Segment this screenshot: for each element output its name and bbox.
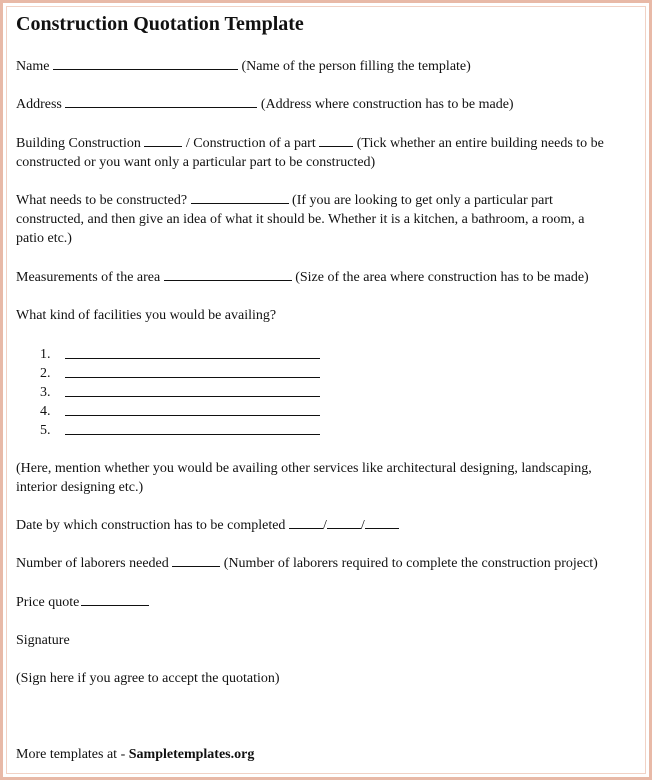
facility-blank[interactable] (65, 365, 320, 378)
page-title: Construction Quotation Template (16, 13, 304, 35)
measure-blank[interactable] (164, 268, 292, 281)
date-month-blank[interactable] (327, 516, 361, 529)
what-label: What needs to be constructed? (16, 193, 188, 208)
what-hint-line-2: constructed, and then give an idea of what it should be. Whether it is a kitchen, a bathroom, a room, a (16, 212, 585, 227)
facilities-hint-line-2: interior designing etc.) (16, 480, 144, 495)
footer-site-link[interactable]: Sampletemplates.org (128, 747, 255, 762)
facilities-hint-line-1: (Here, mention whether you would be availing other services like architectural designing, landscaping, (16, 461, 592, 476)
date-day-blank[interactable] (289, 516, 323, 529)
signature-hint: (Sign here if you agree to accept the quotation) (16, 671, 280, 686)
date-separator: / (360, 518, 365, 533)
footer (16, 745, 254, 764)
date-separator: / (322, 518, 327, 533)
building-sep: / Construction of a part (185, 136, 316, 151)
date-row (16, 516, 399, 535)
laborers-row (16, 554, 598, 573)
building-label: Building Construction (16, 136, 141, 151)
building-hint-line-2: constructed or you want only a particular part to be constructed) (16, 155, 376, 170)
facility-blank[interactable] (65, 422, 320, 435)
address-row (16, 95, 514, 114)
name-label: Name (16, 59, 50, 74)
laborers-label: Number of laborers needed (16, 556, 169, 571)
what-hint-line-3: patio etc.) (16, 231, 72, 246)
footer-prefix: More templates at - (16, 747, 126, 762)
facility-number: 4. (40, 404, 51, 419)
laborers-hint: (Number of laborers required to complete the construction project) (223, 556, 598, 571)
date-year-blank[interactable] (365, 516, 399, 529)
name-blank[interactable] (53, 57, 238, 70)
building-part-blank[interactable] (319, 134, 353, 147)
facility-number: 2. (40, 366, 51, 381)
building-row (16, 134, 604, 153)
price-label: Price quote (16, 595, 80, 610)
address-hint: (Address where construction has to be made) (260, 97, 514, 112)
signature-label: Signature (16, 633, 70, 648)
facility-number: 3. (40, 385, 51, 400)
what-hint-1: (If you are looking to get only a particular part (292, 193, 553, 208)
facility-number: 1. (40, 347, 51, 362)
name-hint: (Name of the person filling the template) (241, 59, 471, 74)
measure-row (16, 268, 589, 287)
price-blank[interactable] (81, 593, 149, 606)
laborers-blank[interactable] (172, 554, 220, 567)
measure-label: Measurements of the area (16, 270, 161, 285)
facility-blank[interactable] (65, 403, 320, 416)
facility-number: 5. (40, 423, 51, 438)
facilities-label: What kind of facilities you would be availing? (16, 308, 277, 323)
price-row (16, 593, 149, 612)
measure-hint: (Size of the area where construction has to be made) (295, 270, 589, 285)
address-label: Address (16, 97, 62, 112)
date-label: Date by which construction has to be completed (16, 518, 286, 533)
facility-blank[interactable] (65, 346, 320, 359)
building-entire-blank[interactable] (144, 134, 182, 147)
building-hint-1: (Tick whether an entire building needs to be (356, 136, 604, 151)
what-row (16, 191, 553, 210)
name-row (16, 57, 471, 76)
what-blank[interactable] (191, 191, 289, 204)
facility-blank[interactable] (65, 384, 320, 397)
address-blank[interactable] (65, 95, 257, 108)
